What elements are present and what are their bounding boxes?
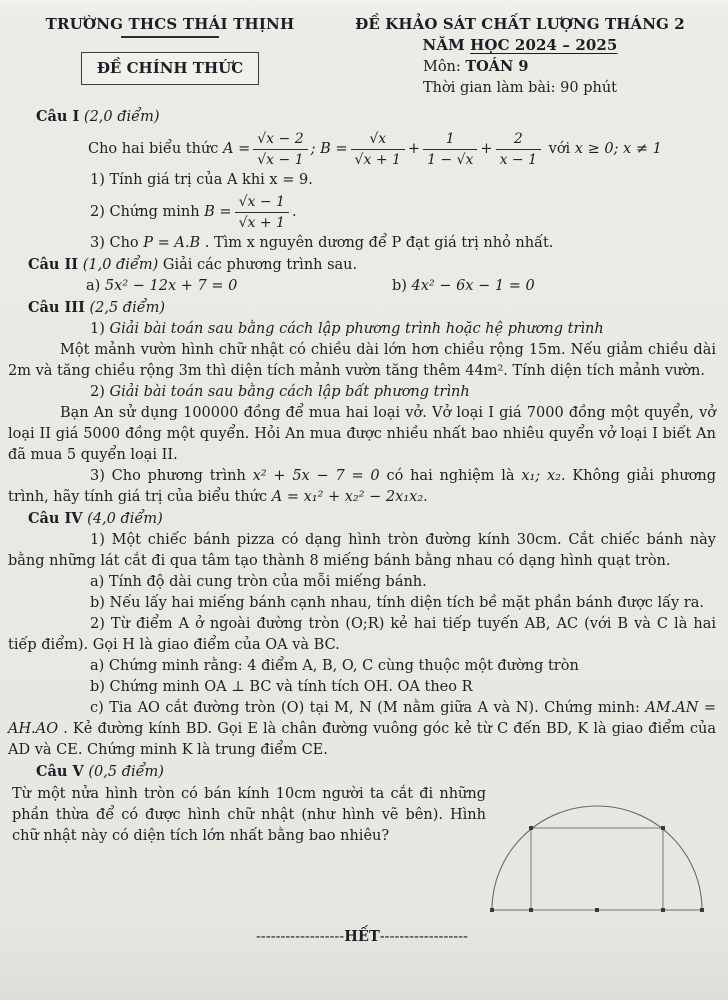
cau5-body: Từ một nửa hình tròn có bán kính 10cm người ta cắt đi những phần thừa để có được hình chữ nhật (như hình vẽ bên). Hình chữ nhật này có diện tích lớn nhất bằng bao nhiêu? (12, 786, 486, 844)
cau3-item2-body: Bạn An sử dụng 100000 đồng để mua hai loại vở. Vở loại I giá 7000 đồng một quyển, vở loại II giá 5000 đồng một quyển. Hỏi An mua được nhiều nhất bao nhiêu quyển vở loại I biết An đã mua 5 quyển loại II. (8, 405, 716, 463)
cau1-item3: 3) Cho P = A.B . Tìm x nguyên dương để P đạt giá trị nhỏ nhất. (90, 235, 554, 251)
cau1-item2 (90, 193, 716, 231)
cau1-intro: Cho hai biểu thức (88, 141, 219, 157)
cau4-label: Câu IV (28, 510, 83, 527)
year-underlined: HỌC 2024 – 2025 (470, 36, 618, 54)
header (0, 0, 728, 103)
official-exam-box: ĐỀ CHÍNH THỨC (81, 52, 259, 85)
cau1-label: Câu I (36, 108, 80, 125)
cau5-points: (0,5 điểm) (88, 764, 164, 780)
fraction-A: $\frac{√x - 2}{√x - 1}$ (253, 130, 307, 168)
cau4-item1: 1) Một chiếc bánh pizza có dạng hình tròn đường kính 30cm. Cắt chiếc bánh này bằng những lát cắt đi qua tâm tạo thành 8 miếng bánh bằng nhau có dạng hình quạt tròn. (8, 532, 716, 569)
cau1-item1: 1) Tính giá trị của A khi x = 9. (90, 172, 313, 188)
end-of-exam-line (8, 926, 716, 948)
plus-sign-1: + (407, 141, 421, 157)
formula-A-lhs: A = (223, 141, 251, 157)
footer-dashes-left: ------------------ (256, 929, 345, 945)
cau3-points: (2,5 điểm) (89, 300, 166, 316)
semicircle-figure (486, 784, 718, 922)
cau2-heading (28, 254, 716, 276)
cau3-item1-body: Một mảnh vườn hình chữ nhật có chiều dài lớn hơn chiều rộng 15m. Nếu giảm chiều dài 2m và tăng chiều rộng 3m thì diện tích mảnh vườn tăng thêm 44m². Tính diện tích mảnh vườn. (8, 342, 716, 379)
cau4-points: (4,0 điểm) (87, 511, 163, 527)
header-left (22, 14, 318, 99)
cau5-row (8, 784, 716, 922)
cau1-item2-prefix: 2) Chứng minh (90, 204, 200, 220)
fraction-B1: $\frac{√x}{√x + 1}$ (351, 130, 405, 168)
cau1-item2-period: . (291, 204, 297, 220)
cau4-item2a: a) Chứng minh rằng: 4 điểm A, B, O, C cùng thuộc một đường tròn (90, 658, 579, 674)
fraction-B-result: $\frac{√x - 1}{√x + 1}$ (235, 193, 289, 231)
subject-line (423, 56, 617, 78)
cau4-item2: 2) Từ điểm A ở ngoài đường tròn (O;R) kẻ hai tiếp tuyến AB, AC (với B và C là hai tiếp điểm). Gọi H là giao điểm của OA và BC. (8, 616, 716, 653)
cau3-item2-title: 2) Giải bài toán sau bằng cách lập bất phương trình (90, 384, 470, 400)
cau1-points: (2,0 điểm) (83, 109, 160, 125)
cau4-item2b: b) Chứng minh OA ⊥ BC và tính tích OH. OA theo R (90, 679, 473, 695)
exam-title-line2 (318, 35, 722, 56)
cau3-heading (28, 297, 716, 319)
condition-prefix: với (548, 141, 571, 157)
duration-line: Thời gian làm bài: 90 phút (422, 80, 618, 96)
cau5-heading (36, 761, 716, 783)
footer-het-label: HẾT (344, 928, 380, 945)
year-prefix: NĂM (422, 36, 465, 54)
cau2-equations (86, 276, 716, 297)
subject-block (423, 56, 617, 99)
fraction-B3: $\frac{2}{x - 1}$ (496, 130, 541, 168)
cau5-label: Câu V (36, 763, 84, 780)
cau1-formula (88, 130, 716, 168)
school-name: TRƯỜNG THCS THÁI THỊNH (45, 15, 295, 33)
cau2-label: Câu II (28, 256, 79, 273)
footer-dashes-right: ------------------ (379, 929, 468, 945)
subject-value: TOÁN 9 (465, 58, 529, 75)
plus-sign-2: + (480, 141, 493, 157)
school-underline (121, 36, 219, 38)
cau4-item1b: b) Nếu lấy hai miếng bánh cạnh nhau, tính diện tích bề mặt phần bánh được lấy ra. (90, 595, 704, 611)
cau2-points: (1,0 điểm) (82, 257, 159, 273)
semicircle-rectangle-diagram (486, 792, 718, 922)
formula-B-lhs: ; B = (310, 141, 348, 157)
cau4-item2c: c) Tia AO cắt đường tròn (O) tại M, N (M nằm giữa A và N). Chứng minh: AM.AN = AH.AO . Kẻ đường kính BD. Gọi E là chân đường vuông góc kẻ từ C đến BD, K là giao điểm của AD và CE. Chứng minh K là trung điểm CE. (8, 700, 716, 758)
cau3-item1-title: 1) Giải bài toán sau bằng cách lập phương trình hoặc hệ phương trình (90, 321, 604, 337)
eq-a: 5x² − 12x + 7 = 0 (104, 278, 238, 294)
exam-title-line1: ĐỀ KHẢO SÁT CHẤT LƯỢNG THÁNG 2 (355, 15, 685, 33)
cau1-item2-lhs: B = (204, 204, 232, 220)
cau3-item3: 3) Cho phương trình x² + 5x − 7 = 0 có hai nghiệm là x₁; x₂. Không giải phương trình, hãy tính giá trị của biểu thức A = x₁² + x₂² − 2x₁x₂. (8, 468, 717, 505)
exam-body (0, 103, 728, 948)
eq-a-label: a) (86, 278, 101, 294)
cau2-intro: Giải các phương trình sau. (162, 257, 358, 273)
cau4-item1a: a) Tính độ dài cung tròn của mỗi miếng bánh. (90, 574, 427, 590)
subject-label: Môn: (422, 59, 461, 75)
eq-b: 4x² − 6x − 1 = 0 (411, 278, 535, 294)
cau1-heading (36, 106, 716, 128)
cau3-label: Câu III (28, 299, 85, 316)
cau4-heading (28, 508, 716, 530)
header-right (318, 14, 722, 99)
condition-math: x ≥ 0; x ≠ 1 (574, 141, 662, 157)
fraction-B2: $\frac{1}{1 - √x}$ (423, 130, 477, 168)
eq-b-label: b) (391, 278, 407, 294)
